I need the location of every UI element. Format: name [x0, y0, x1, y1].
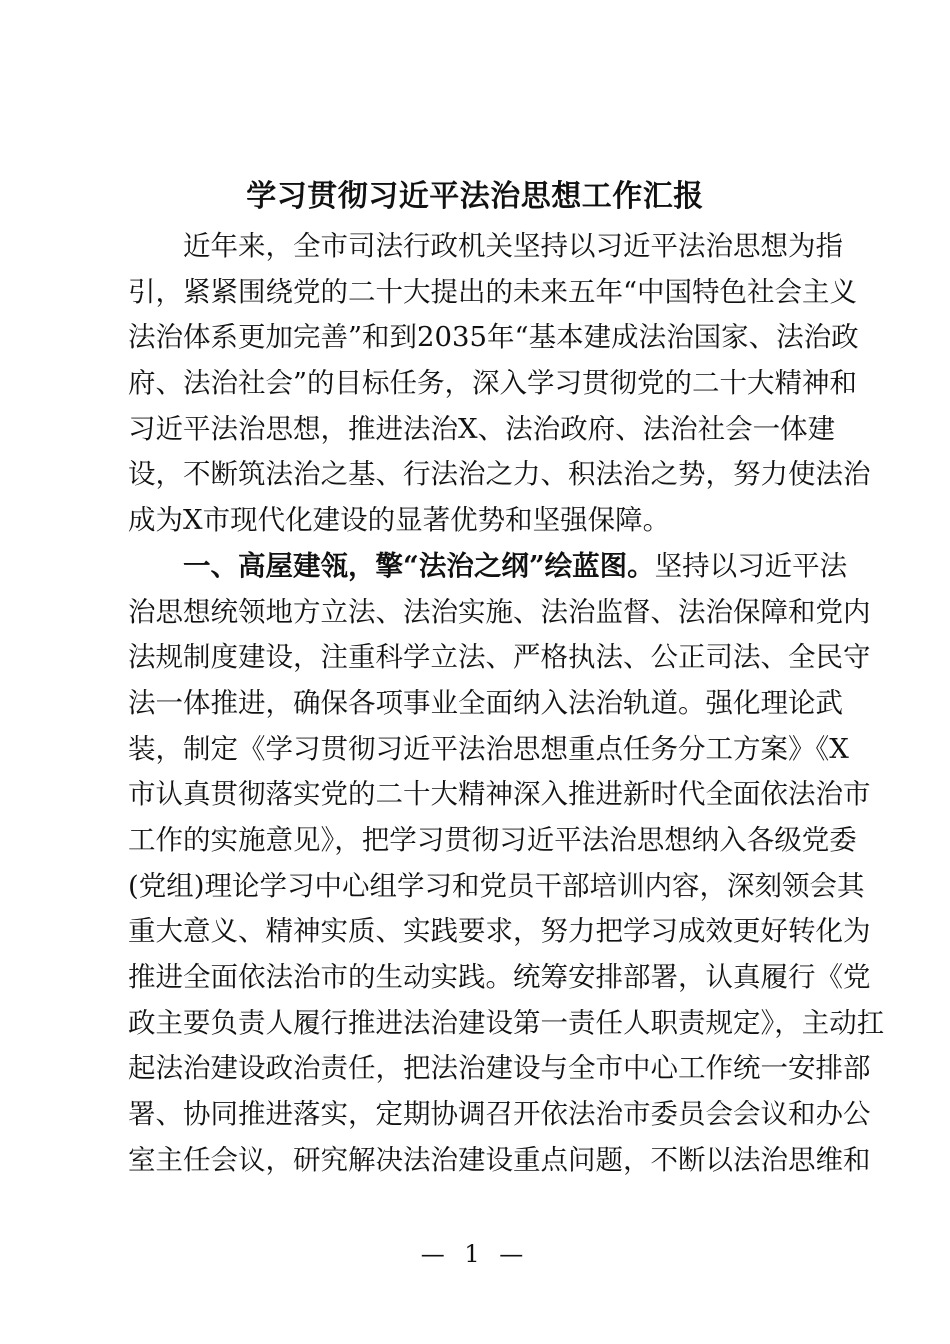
- page-number: — 1 —: [420, 1240, 530, 1268]
- paragraph-line: 装，制定《学习贯彻习近平法治思想重点任务分工方案》《X: [128, 732, 849, 765]
- paragraph-line: 习近平法治思想，推进法治X、法治政府、法治社会一体建: [128, 412, 836, 445]
- paragraph-line: 起法治建设政治责任，把法治建设与全市中心工作统一安排部: [128, 1052, 871, 1085]
- section-text-run: 坚持以习近平法: [654, 549, 848, 582]
- paragraph-line: 重大意义、精神实质、实践要求，努力把学习成效更好转化为: [128, 915, 871, 948]
- paragraph-line: 署、协同推进落实，定期协调召开依法治市委员会会议和办公: [128, 1098, 871, 1131]
- paragraph-line: 设，不断筑法治之基、行法治之力、积法治之势，努力使法治: [128, 458, 871, 491]
- section-heading: 一、高屋建瓴，擎“法治之纲”绘蓝图。: [183, 549, 655, 582]
- paragraph-line: 法规制度建设，注重科学立法、严格执法、公正司法、全民守: [128, 641, 871, 674]
- paragraph-line: 政主要负责人履行推进法治建设第一责任人职责规定》，主动扛: [128, 1006, 885, 1039]
- paragraph-line: 市认真贯彻落实党的二十大精神深入推进新时代全面依法治市: [128, 778, 871, 811]
- document-title: 学习贯彻习近平法治思想工作汇报: [246, 179, 704, 214]
- paragraph-line: 府、法治社会”的目标任务，深入学习贯彻党的二十大精神和: [128, 367, 858, 400]
- paragraph-line: 推进全面依法治市的生动实践。统筹安排部署，认真履行《党: [128, 961, 871, 993]
- paragraph-line: 成为X市现代化建设的显著优势和坚强保障。: [128, 504, 671, 537]
- document-body: [128, 224, 885, 1183]
- paragraph-line: 引，紧紧围绕党的二十大提出的未来五年“中国特色社会主义: [128, 275, 858, 308]
- paragraph-line: 治思想统领地方立法、法治实施、法治监督、法治保障和党内: [128, 595, 871, 628]
- paragraph-line: 法一体推进，确保各项事业全面纳入法治轨道。强化理论武: [128, 686, 843, 719]
- paragraph-line: 法治体系更加完善”和到2035年“基本建成法治国家、法治政: [128, 321, 859, 354]
- section-heading-line: [128, 544, 848, 590]
- paragraph-line: 室主任会议，研究解决法治建设重点问题，不断以法治思维和: [128, 1143, 871, 1176]
- paragraph-line: 工作的实施意见》，把学习贯彻习近平法治思想纳入各级党委: [128, 823, 857, 856]
- paragraph-line: (党组)理论学习中心组学习和党员干部培训内容，深刻领会其: [128, 869, 865, 902]
- paragraph-line: 近年来，全市司法行政机关坚持以习近平法治思想为指: [183, 230, 843, 262]
